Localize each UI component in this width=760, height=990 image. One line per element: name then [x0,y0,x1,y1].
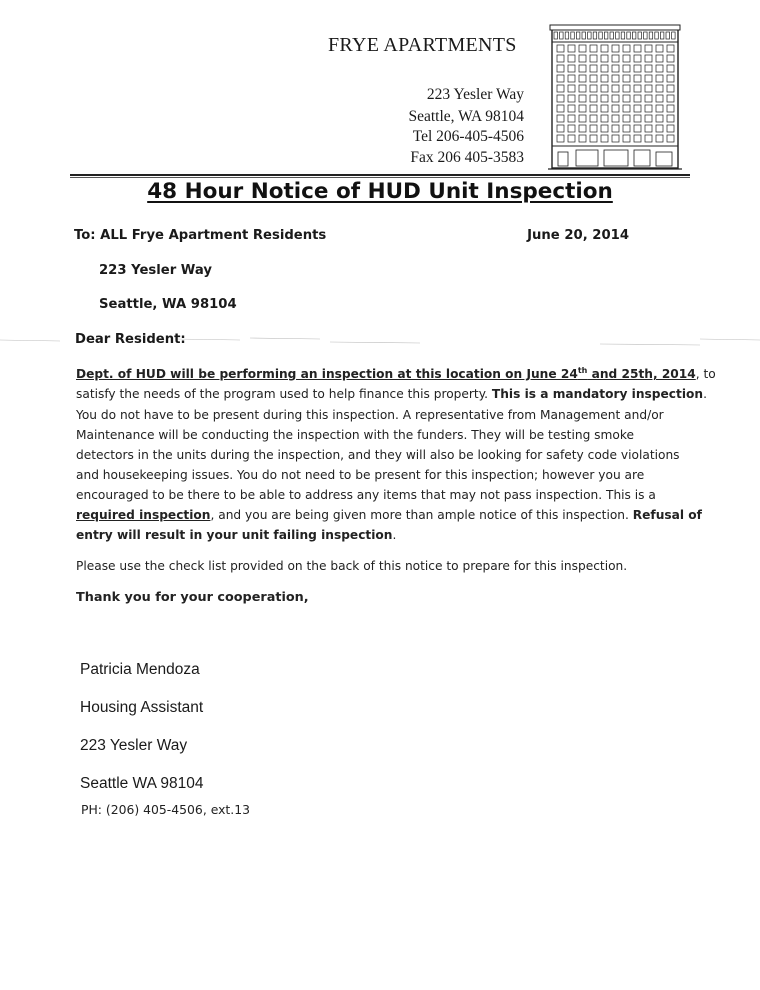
building-window [667,55,674,62]
building-window [623,95,630,102]
building-window [667,115,674,122]
building-window [590,65,597,72]
building-window [623,125,630,132]
paragraph-line-7: encouraged to be there to be able to address any items that may not pass inspection. This is a [76,488,656,502]
building-window [557,95,564,102]
building-window [667,135,674,142]
salutation: Dear Resident: [75,332,186,347]
building-window [579,85,586,92]
building-window [579,45,586,52]
building-cornice-window [621,32,625,39]
building-window [568,95,575,102]
building-window [667,125,674,132]
building-cornice-window [582,32,586,39]
building-window [656,135,663,142]
checklist-note: Please use the check list provided on the back of this notice to prepare for this inspection. [76,559,628,573]
building-window [645,105,652,112]
signer-city: Seattle WA 98104 [80,775,204,792]
building-window [601,65,608,72]
paragraph-line-6: and housekeeping issues. You do not need to be present for this inspection; however you are [76,468,645,482]
refusal-warning-text: entry will result in your unit failing inspection [76,528,393,542]
building-window [601,125,608,132]
building-window [601,45,608,52]
building-window [590,135,597,142]
building-window [634,85,641,92]
required-inspection-text: required inspection [76,508,211,522]
building-window [634,55,641,62]
building-window [623,75,630,82]
building-window [623,65,630,72]
building-window [579,65,586,72]
building-window [612,65,619,72]
building-window [667,65,674,72]
building-window [612,105,619,112]
building-window [557,55,564,62]
building-window [557,65,564,72]
building-window [590,55,597,62]
building-cornice-window [638,32,642,39]
building-window [656,125,663,132]
building-cornice-window [599,32,603,39]
letterhead-fax: Fax 206 405-3583 [410,149,524,166]
building-window [568,105,575,112]
building-window [568,85,575,92]
building-window [557,115,564,122]
building-window [557,75,564,82]
mandatory-inspection-text: This is a mandatory inspection [491,387,704,401]
letterhead-tel: Tel 206-405-4506 [412,128,524,145]
building-cornice-window [627,32,631,39]
building-window [612,115,619,122]
building-window [612,125,619,132]
building-window [557,45,564,52]
closing-thanks: Thank you for your cooperation, [76,590,309,605]
building-window [645,75,652,82]
building-window [579,105,586,112]
building-window [568,55,575,62]
building-window [601,55,608,62]
building-window [667,75,674,82]
building-cornice-window [610,32,614,39]
building-window [645,125,652,132]
building-window [645,55,652,62]
building-window [612,85,619,92]
building-window [601,85,608,92]
signer-name: Patricia Mendoza [80,661,200,678]
building-window [623,55,630,62]
building-window [645,45,652,52]
building-window [568,65,575,72]
building-window [568,75,575,82]
building-window [579,95,586,102]
building-window [667,85,674,92]
building-cornice-window [560,32,564,39]
paragraph-line-4: Maintenance will be conducting the inspection with the funders. They will be testing smoke [76,428,634,442]
building-window [590,85,597,92]
building-window [568,135,575,142]
letterhead-address-line1: 223 Yesler Way [426,86,524,103]
paragraph-line-1: Dept. of HUD will be performing an inspection at this location on June 24th and 25th, 2014, to [76,365,716,381]
letterhead-address-line2: Seattle, WA 98104 [408,108,524,125]
paragraph-line-5: detectors in the units during the inspection, and they will also be looking for safety code violations [76,448,680,462]
building-window [645,115,652,122]
recipient-to: To: ALL Frye Apartment Residents [74,228,327,243]
building-cornice-window [576,32,580,39]
company-name: FRYE APARTMENTS [328,34,517,56]
header-rule-thin [70,177,690,178]
paragraph-line-9: entry will result in your unit failing inspection. [76,528,397,542]
building-cornice-window [644,32,648,39]
building-window [601,75,608,82]
paragraph-line-3: You do not have to be present during this inspection. A representative from Management and/or [76,408,664,422]
recipient-street: 223 Yesler Way [99,263,212,278]
building-window [667,95,674,102]
building-window [634,125,641,132]
building-window [623,45,630,52]
building-window [612,135,619,142]
building-window [634,105,641,112]
building-window [590,75,597,82]
building-window [612,95,619,102]
building-window [590,105,597,112]
building-cornice-window [565,32,569,39]
building-window [656,95,663,102]
recipient-city: Seattle, WA 98104 [99,297,237,312]
building-window [645,65,652,72]
header-rule [70,174,690,176]
building-cornice-window [616,32,620,39]
building-window [634,65,641,72]
building-illustration-icon [548,24,682,172]
building-window [656,55,663,62]
building-window [612,55,619,62]
paragraph-line-8: required inspection, and you are being given more than ample notice of this inspection. Refusal of [76,508,702,522]
building-window [623,105,630,112]
signer-phone: PH: (206) 405-4506, ext.13 [81,802,250,817]
building-window [590,125,597,132]
building-window [634,115,641,122]
building-window [634,75,641,82]
building-window [590,45,597,52]
building-window [634,95,641,102]
signer-role: Housing Assistant [80,699,204,716]
building-window [579,55,586,62]
building-window [612,75,619,82]
building-window [579,115,586,122]
building-window [557,105,564,112]
building-window [590,95,597,102]
building-window [645,95,652,102]
building-cornice-window [571,32,575,39]
building-cornice-window [604,32,608,39]
building-window [579,125,586,132]
building-window [601,105,608,112]
building-window [667,105,674,112]
building-window [601,115,608,122]
building-window [645,85,652,92]
building-window [656,105,663,112]
building-window [568,115,575,122]
building-window [656,75,663,82]
building-window [656,85,663,92]
building-cornice-window [554,32,558,39]
building-window [557,125,564,132]
building-window [645,135,652,142]
building-window [590,115,597,122]
building-cornice-window [666,32,670,39]
building-window [623,85,630,92]
paragraph-line-2: satisfy the needs of the program used to help finance this property. This is a mandatory inspection. [76,387,707,401]
building-cornice-window [672,32,676,39]
building-window [557,135,564,142]
building-cornice-window [593,32,597,39]
building-window [634,45,641,52]
inspection-dates-text: Dept. of HUD will be performing an inspection at this location on June 24th and 25th, 2014 [76,365,696,381]
building-cornice-window [632,32,636,39]
building-window [612,45,619,52]
building-window [579,75,586,82]
building-window [601,95,608,102]
building-window [623,115,630,122]
building-window [568,45,575,52]
building-window [557,85,564,92]
signer-street: 223 Yesler Way [80,737,188,754]
notice-title: 48 Hour Notice of HUD Unit Inspection [147,179,613,204]
building-window [579,135,586,142]
building-window [656,45,663,52]
notice-date: June 20, 2014 [527,228,629,243]
building-window [601,135,608,142]
building-cornice-window [660,32,664,39]
building-window [568,125,575,132]
building-cornice-window [588,32,592,39]
building-window [656,65,663,72]
building-window [623,135,630,142]
building-window [667,45,674,52]
building-cornice-window [655,32,659,39]
building-cornice-window [649,32,653,39]
building-window [634,135,641,142]
building-window [656,115,663,122]
